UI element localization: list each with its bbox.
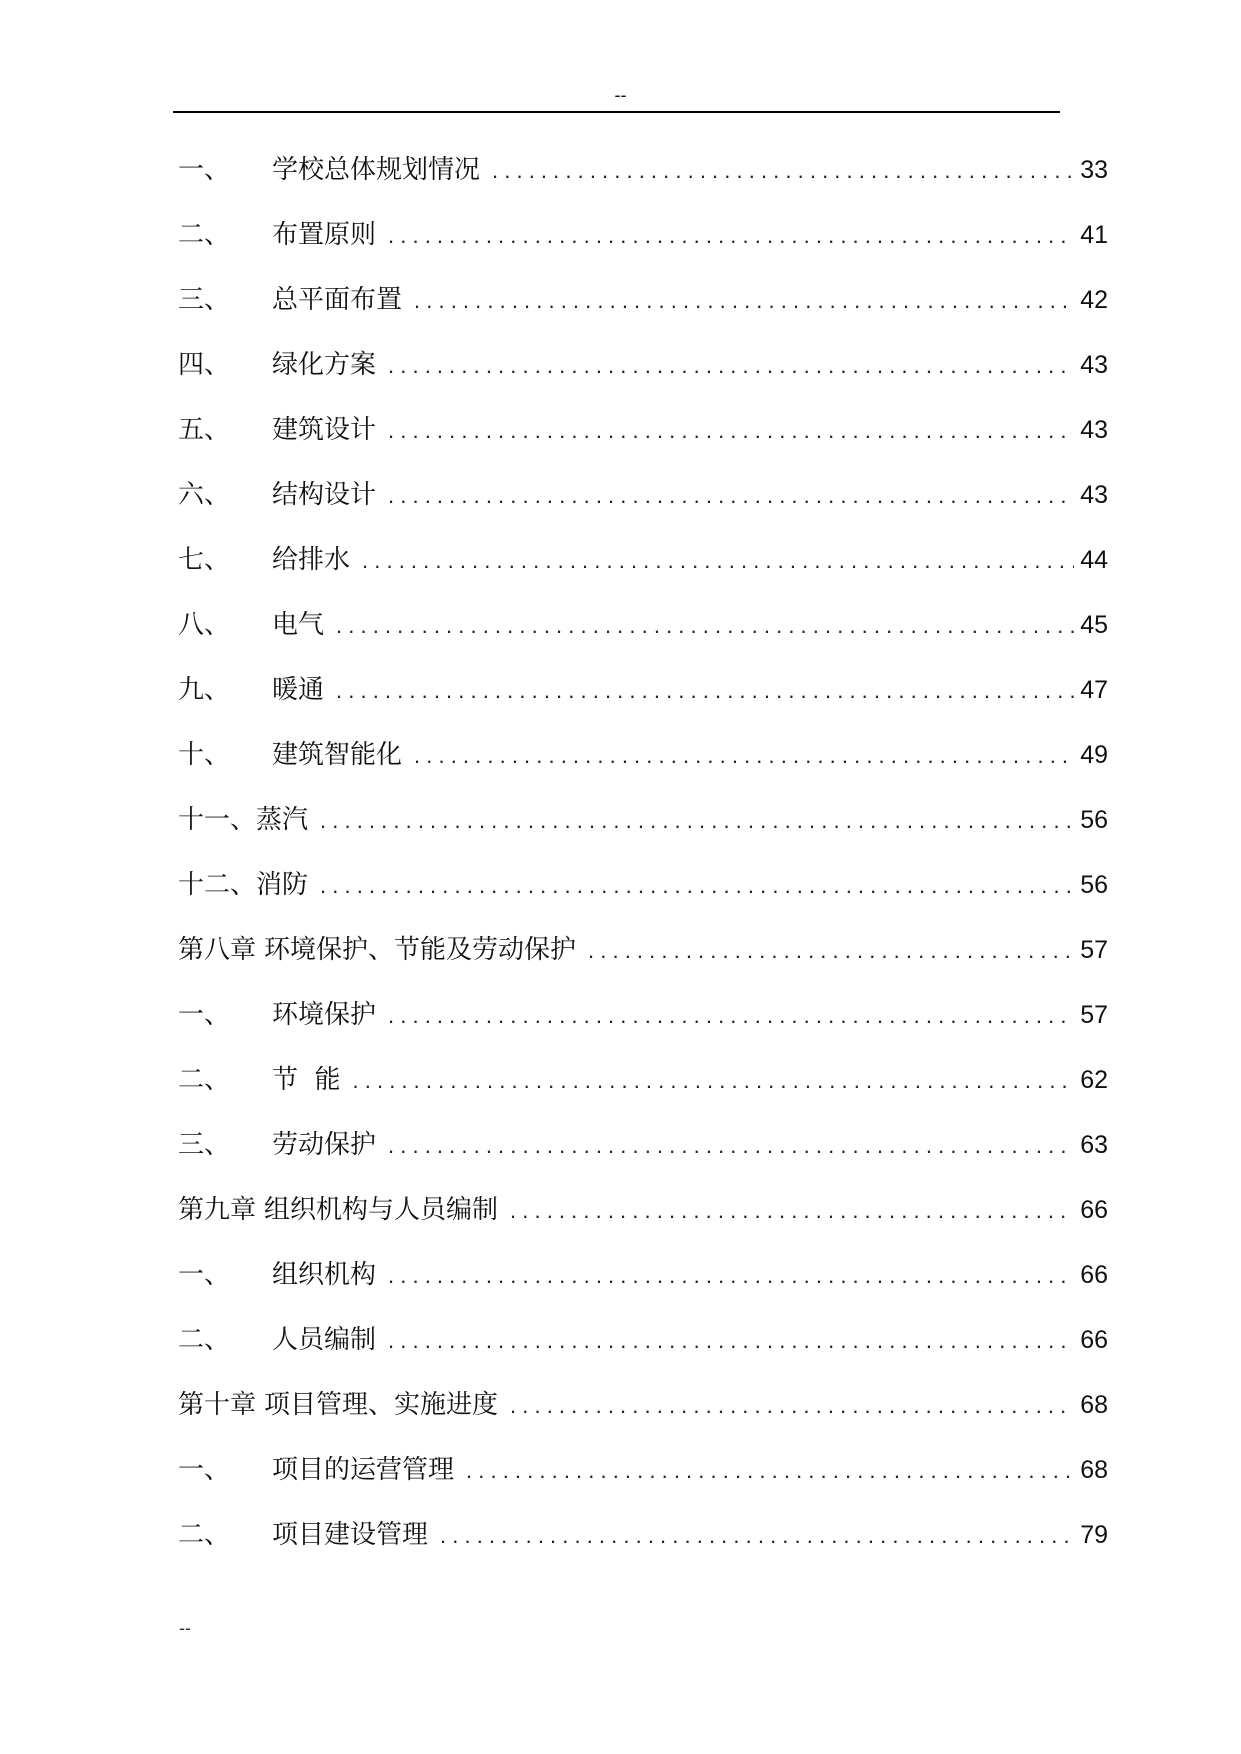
toc-entry-number: 六、: [178, 480, 231, 510]
toc-entry[interactable]: [178, 1255, 1108, 1320]
page-header-mark: --: [614, 85, 627, 105]
toc-entry-number: 三、: [178, 1130, 231, 1160]
toc-dot-leader: [510, 1191, 1074, 1231]
toc-entry-title: 学校总体规划情况: [272, 155, 481, 185]
toc-chapter-entry[interactable]: [178, 1190, 1108, 1255]
toc-dot-leader: [388, 996, 1074, 1036]
toc-entry-number: 九、: [178, 675, 231, 705]
page-footer-mark: --: [179, 1618, 191, 1638]
toc-dot-leader: [388, 411, 1074, 451]
toc-entry-number: 一、: [178, 155, 231, 185]
toc-entry-number: 四、: [178, 350, 231, 380]
toc-dot-leader: [353, 1061, 1075, 1101]
toc-entry-title: 总平面布置: [272, 285, 403, 315]
toc-entry-page: 43: [1080, 351, 1108, 379]
toc-entry[interactable]: [178, 1320, 1108, 1385]
toc-entry[interactable]: [178, 215, 1108, 280]
table-of-contents: [178, 150, 1108, 1580]
toc-dot-leader: [588, 931, 1074, 971]
toc-entry[interactable]: [178, 280, 1108, 345]
toc-entry-page: 43: [1080, 416, 1108, 444]
toc-entry-title: 暖通: [272, 675, 325, 705]
toc-dot-leader: [388, 476, 1074, 516]
toc-entry[interactable]: [178, 995, 1108, 1060]
toc-chapter-entry[interactable]: [178, 930, 1108, 995]
toc-entry-title: 节 能: [272, 1065, 341, 1095]
toc-entry[interactable]: [178, 1125, 1108, 1190]
toc-dot-leader: [388, 1321, 1074, 1361]
toc-entry-page: 66: [1080, 1261, 1108, 1289]
toc-entry-number: 七、: [178, 545, 231, 575]
toc-entry-page: 66: [1080, 1196, 1108, 1224]
toc-entry[interactable]: [178, 670, 1108, 735]
toc-entry-number: 八、: [178, 610, 231, 640]
toc-entry[interactable]: [178, 150, 1108, 215]
toc-entry-title: 环境保护: [272, 1000, 377, 1030]
toc-dot-leader: [440, 1516, 1074, 1556]
toc-entry-page: 57: [1080, 936, 1108, 964]
toc-entry-number: 二、: [178, 220, 231, 250]
toc-entry-number: 一、: [178, 1455, 231, 1485]
toc-entry-title: 给排水: [272, 545, 351, 575]
toc-entry-page: 79: [1080, 1521, 1108, 1549]
toc-entry-number: 十、: [178, 740, 231, 770]
toc-entry-title: 消防: [256, 870, 309, 900]
toc-entry-page: 45: [1080, 611, 1108, 639]
toc-dot-leader: [388, 346, 1074, 386]
toc-entry[interactable]: [178, 540, 1108, 605]
toc-chapter-number: 第九章: [178, 1195, 257, 1225]
toc-entry-number: 三、: [178, 285, 231, 315]
toc-entry[interactable]: [178, 735, 1108, 800]
toc-entry-title: 电气: [272, 610, 325, 640]
toc-entry-number: 十二、: [178, 870, 257, 900]
toc-chapter-title: 环境保护、节能及劳动保护: [264, 935, 577, 965]
toc-entry[interactable]: [178, 605, 1108, 670]
toc-entry-page: 43: [1080, 481, 1108, 509]
toc-entry-page: 47: [1080, 676, 1108, 704]
toc-entry-title: 结构设计: [272, 480, 377, 510]
toc-entry-number: 十一、: [178, 805, 257, 835]
toc-entry-number: 五、: [178, 415, 231, 445]
toc-entry-title: 绿化方案: [272, 350, 377, 380]
toc-entry[interactable]: [178, 345, 1108, 410]
toc-entry-page: 56: [1080, 871, 1108, 899]
toc-entry-page: 68: [1080, 1456, 1108, 1484]
toc-entry-page: 41: [1080, 221, 1108, 249]
toc-entry-page: 56: [1080, 806, 1108, 834]
toc-entry-number: 二、: [178, 1065, 231, 1095]
toc-dot-leader: [466, 1451, 1074, 1491]
toc-entry-page: 62: [1080, 1066, 1108, 1094]
header-rule: [173, 111, 1060, 113]
toc-entry-number: 二、: [178, 1520, 231, 1550]
toc-entry[interactable]: [178, 1515, 1108, 1580]
toc-dot-leader: [320, 801, 1074, 841]
toc-entry-page: 49: [1080, 741, 1108, 769]
toc-entry-title: 项目的运营管理: [272, 1455, 455, 1485]
toc-entry-page: 68: [1080, 1391, 1108, 1419]
toc-entry-title: 劳动保护: [272, 1130, 377, 1160]
toc-chapter-number: 第十章: [178, 1390, 257, 1420]
toc-dot-leader: [414, 736, 1074, 776]
toc-entry-title: 建筑设计: [272, 415, 377, 445]
toc-entry-title: 布置原则: [272, 220, 377, 250]
toc-dot-leader: [388, 216, 1074, 256]
toc-dot-leader: [362, 541, 1074, 581]
toc-dot-leader: [510, 1386, 1074, 1426]
toc-chapter-title: 项目管理、实施进度: [264, 1390, 499, 1420]
toc-dot-leader: [388, 1126, 1074, 1166]
toc-entry[interactable]: [178, 475, 1108, 540]
toc-dot-leader: [336, 606, 1074, 646]
toc-entry-title: 组织机构: [272, 1260, 377, 1290]
toc-entry[interactable]: [178, 800, 1108, 865]
toc-chapter-entry[interactable]: [178, 1385, 1108, 1450]
toc-dot-leader: [414, 281, 1074, 321]
toc-entry-title: 人员编制: [272, 1325, 377, 1355]
toc-entry-page: 42: [1080, 286, 1108, 314]
toc-dot-leader: [492, 151, 1074, 191]
toc-entry-page: 33: [1080, 156, 1108, 184]
toc-chapter-number: 第八章: [178, 935, 257, 965]
toc-entry-number: 二、: [178, 1325, 231, 1355]
toc-entry[interactable]: [178, 410, 1108, 475]
toc-dot-leader: [388, 1256, 1074, 1296]
toc-entry-title: 项目建设管理: [272, 1520, 429, 1550]
toc-entry-number: 一、: [178, 1260, 231, 1290]
toc-entry-title: 建筑智能化: [272, 740, 403, 770]
toc-entry-number: 一、: [178, 1000, 231, 1030]
toc-dot-leader: [320, 866, 1074, 906]
toc-entry-page: 57: [1080, 1001, 1108, 1029]
toc-entry-page: 66: [1080, 1326, 1108, 1354]
toc-entry[interactable]: [178, 1060, 1108, 1125]
toc-entry-page: 44: [1080, 546, 1108, 574]
toc-entry-title: 蒸汽: [256, 805, 309, 835]
toc-entry-page: 63: [1080, 1131, 1108, 1159]
toc-entry[interactable]: [178, 865, 1108, 930]
toc-chapter-title: 组织机构与人员编制: [264, 1195, 499, 1225]
toc-entry[interactable]: [178, 1450, 1108, 1515]
toc-dot-leader: [336, 671, 1074, 711]
